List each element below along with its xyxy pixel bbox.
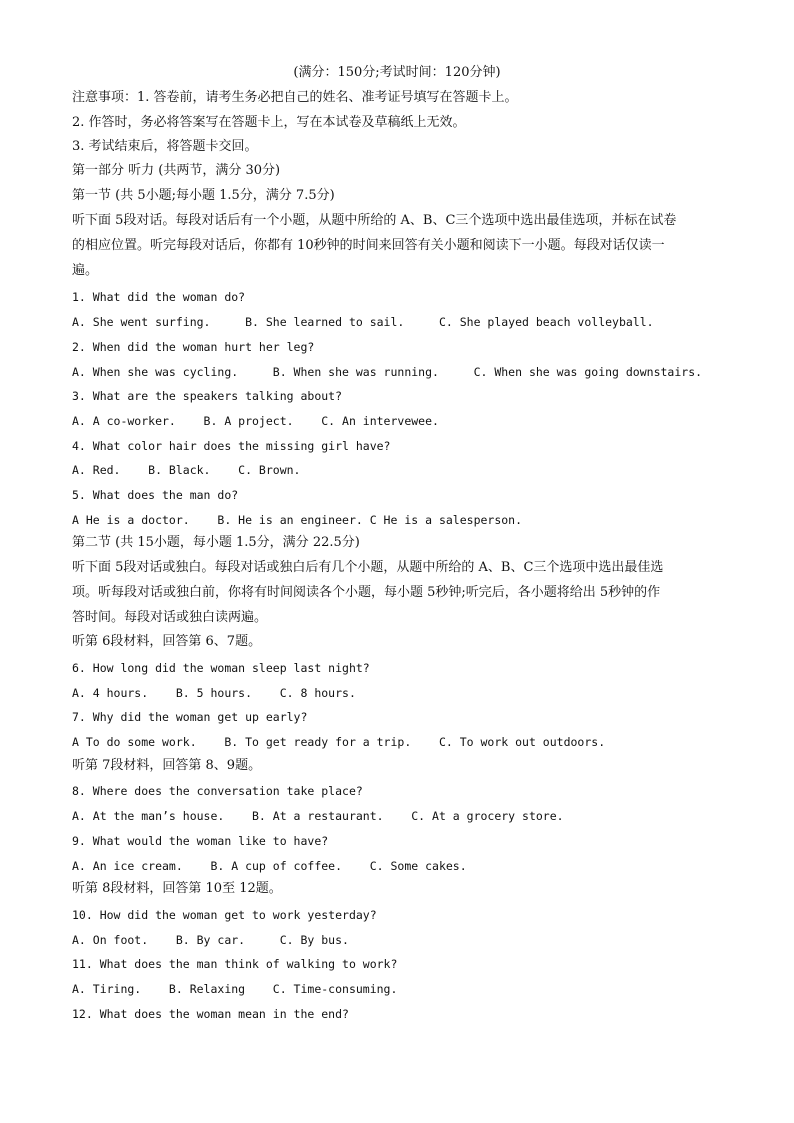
section2-instruction-2: 项。听每段对话或独白前，你将有时间阅读各个小题，每小题 5秒钟;听完后，各小题将给出 5秒钟的作 xyxy=(72,585,661,600)
question-4-options: A. Red. B. Black. C. Brown. xyxy=(72,463,301,477)
note-3: 3. 考试结束后，将答题卡交回。 xyxy=(72,139,258,154)
question-2-options: A. When she was cycling. B. When she was running. C. When she was going downstairs. xyxy=(72,365,703,379)
question-6-options: A. 4 hours. B. 5 hours. C. 8 hours. xyxy=(72,686,356,700)
section1-instruction-1: 听下面 5段对话。每段对话后有一个小题，从题中所给的 A、B、C三个选项中选出最佳选项，并标在试卷 xyxy=(72,213,677,228)
question-5: 5. What does the man do? xyxy=(72,488,239,502)
question-8: 8. Where does the conversation take place? xyxy=(72,784,363,798)
question-10-options: A. On foot. B. By car. C. By bus. xyxy=(72,933,349,947)
question-6: 6. How long did the woman sleep last night? xyxy=(72,661,370,675)
question-3-options: A. A co-worker. B. A project. C. An intervewee. xyxy=(72,414,439,428)
section2-instruction-1: 听下面 5段对话或独白。每段对话或独白后有几个小题，从题中所给的 A、B、C三个选项中选出最佳选 xyxy=(72,560,664,575)
section2-title: 第二节 (共 15小题，每小题 1.5分，满分 22.5分) xyxy=(72,535,360,550)
note-1: 注意事项：1. 答卷前，请考生务必把自己的姓名、准考证号填写在答题卡上。 xyxy=(72,90,518,105)
question-2: 2. When did the woman hurt her leg? xyxy=(72,340,315,354)
question-11: 11. What does the man think of walking to work? xyxy=(72,957,398,971)
question-12: 12. What does the woman mean in the end? xyxy=(72,1007,349,1021)
section1-instruction-3: 遍。 xyxy=(72,263,99,278)
question-8-options: A. At the man’s house. B. At a restaurant. C. At a grocery store. xyxy=(72,809,564,823)
question-4: 4. What color hair does the missing girl have? xyxy=(72,439,391,453)
question-1: 1. What did the woman do? xyxy=(72,290,246,304)
question-11-options: A. Tiring. B. Relaxing C. Time-consuming. xyxy=(72,982,398,996)
question-3: 3. What are the speakers talking about? xyxy=(72,389,343,403)
question-9: 9. What would the woman like to have? xyxy=(72,834,329,848)
exam-header: (满分：150分;考试时间：120分钟) xyxy=(293,65,501,80)
question-5-options: A He is a doctor. B. He is an engineer. C He is a salesperson. xyxy=(72,513,523,527)
section1-instruction-2: 的相应位置。听完每段对话后，你都有 10秒钟的时间来回答有关小题和阅读下一小题。每段对话仅读一 xyxy=(72,238,665,253)
question-9-options: A. An ice cream. B. A cup of coffee. C. Some cakes. xyxy=(72,859,467,873)
question-7: 7. Why did the woman get up early? xyxy=(72,710,308,724)
question-10: 10. How did the woman get to work yesterday? xyxy=(72,908,377,922)
part1-title: 第一部分 听力 (共两节，满分 30分) xyxy=(72,163,281,178)
note-2: 2. 作答时，务必将答案写在答题卡上，写在本试卷及草稿纸上无效。 xyxy=(72,115,466,130)
section1-title: 第一节 (共 5小题;每小题 1.5分，满分 7.5分) xyxy=(72,188,335,203)
question-7-options: A To do some work. B. To get ready for a trip. C. To work out outdoors. xyxy=(72,735,606,749)
material-7-heading: 听第 7段材料，回答第 8、9题。 xyxy=(72,758,262,773)
question-1-options: A. She went surfing. B. She learned to sail. C. She played beach volleyball. xyxy=(72,315,654,329)
material-6-heading: 听第 6段材料，回答第 6、7题。 xyxy=(72,634,262,649)
section2-instruction-3: 答时间。每段对话或独白读两遍。 xyxy=(72,610,268,625)
material-8-heading: 听第 8段材料，回答第 10至 12题。 xyxy=(72,881,282,896)
